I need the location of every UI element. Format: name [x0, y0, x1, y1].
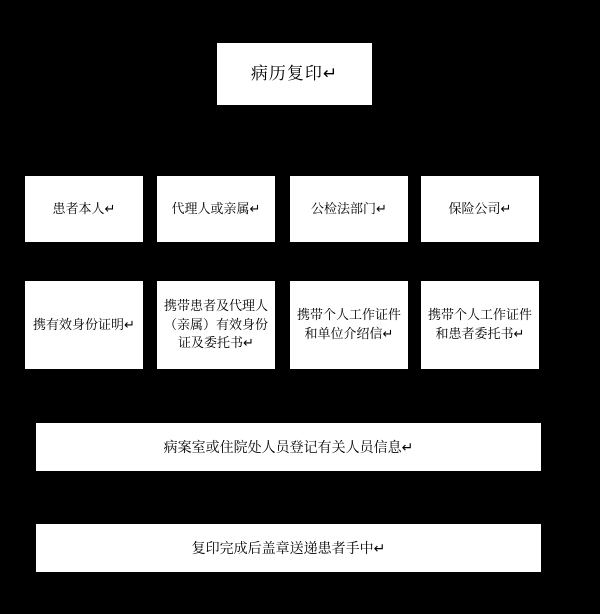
flowchart-title-box: 病历复印↵ — [217, 43, 372, 105]
document-box-insurance-company: 携带个人工作证件和患者委托书↵ — [421, 281, 539, 369]
role-box-agent-or-relative: 代理人或亲属↵ — [157, 176, 275, 242]
role-box-patient: 患者本人↵ — [25, 176, 143, 242]
document-box-agent-or-relative: 携带患者及代理人（亲属）有效身份证及委托书↵ — [157, 281, 275, 369]
document-box-patient: 携有效身份证明↵ — [25, 281, 143, 369]
step-box-register-information: 病案室或住院处人员登记有关人员信息↵ — [36, 423, 541, 471]
document-box-judicial-department: 携带个人工作证件和单位介绍信↵ — [290, 281, 408, 369]
step-box-deliver-to-patient: 复印完成后盖章送递患者手中↵ — [36, 524, 541, 572]
role-box-judicial-department: 公检法部门↵ — [290, 176, 408, 242]
role-box-insurance-company: 保险公司↵ — [421, 176, 539, 242]
